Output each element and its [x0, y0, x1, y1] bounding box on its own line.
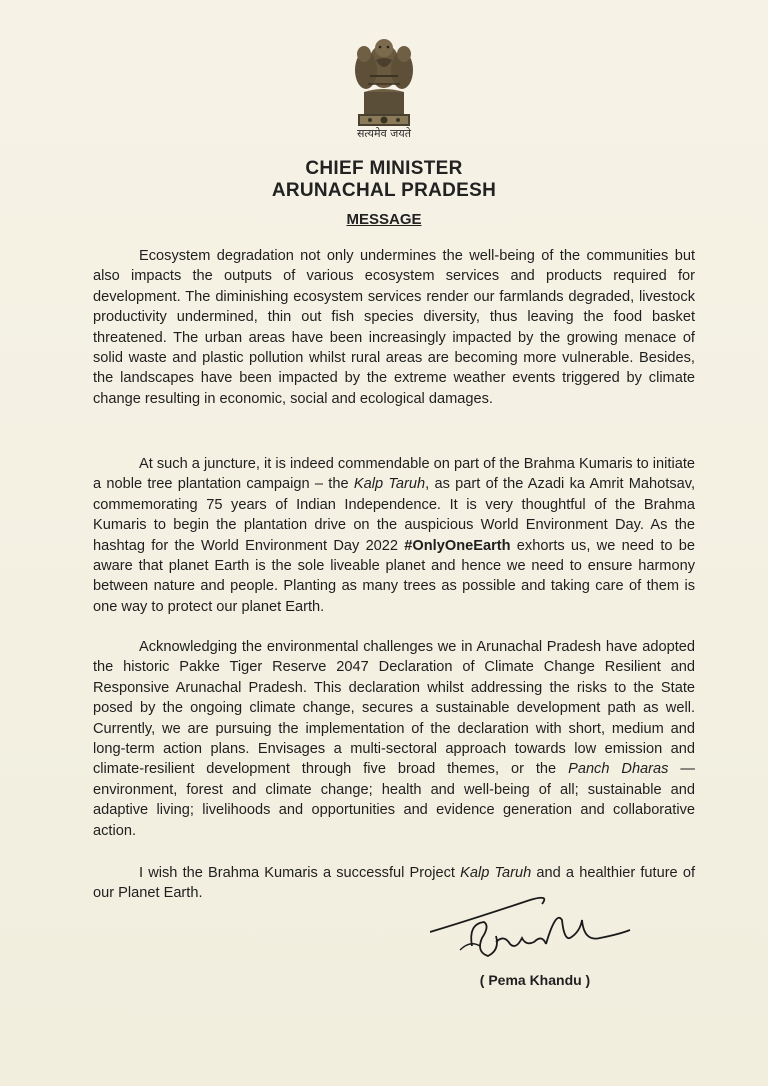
paragraph-1: Ecosystem degradation not only undermines the well-being of the communities but also impacts the outputs of various ecosystem services and products required for development. The diminishing ecosystem services render our farmlands degraded, livestock productivity undermined, thin out fish species diversity, thus leaving the food basket threatened. The urban areas have been increasingly impacted by the growing menace of solid waste and plastic pollution whilst rural areas are becoming more vulnerable. Besides, the landscapes have been impacted by the extreme weather events triggered by climate change resulting in economic, social and ecological damages.	[93, 248, 695, 407]
office-title: CHIEF MINISTER	[305, 158, 463, 179]
kalp-taruh-term: Kalp Taruh	[353, 476, 426, 493]
paragraph-3	[93, 637, 695, 841]
paragraph-4-part-b: and a healthier future of our Planet Earth.	[93, 865, 695, 902]
paragraph-2-part-c: exhorts us, we need to be aware that planet Earth is the sole liveable planet and hence we need to ensure harmony between nature and people. Planting as many trees as possible and taking care of them is one way to protect our planet Earth.	[93, 537, 695, 615]
kalp-taruh-term-2: Kalp Taruh	[460, 865, 532, 881]
paragraph-2	[93, 454, 695, 617]
paragraph-3-part-b: — environment, forest and climate change; health and well-being of all; sustainable and adaptive living; livelihoods and opportunities and evidence generation and collaborative action.	[93, 761, 695, 839]
message-heading	[0, 211, 768, 228]
panch-dharas-term: Panch Dharas	[568, 761, 669, 778]
message-heading-text: MESSAGE	[346, 211, 422, 228]
office-state: ARUNACHAL PRADESH	[271, 180, 497, 201]
signatory-name: ( Pema Khandu )	[479, 972, 591, 988]
state-emblem-icon	[340, 30, 428, 130]
emblem-motto: सत्यमेव जयते	[356, 127, 411, 140]
paragraph-2-part-b: , as part of the Azadi ka Amrit Mahotsav, commemorating 75 years of Indian Independence. It is very thoughtful of the Brahma Kumaris to begin the plantation drive on the auspicious World Environment Day. As the hashtag for the World Environment Day 2022	[93, 476, 696, 554]
hashtag: #OnlyOneEarth	[404, 537, 511, 554]
paragraph-2-part-a: At such a juncture, it is indeed commendable on part of the Brahma Kumaris to initiate a noble tree plantation campaign – the	[93, 456, 695, 493]
paragraph-4-part-a: I wish the Brahma Kumaris a successful Project	[139, 865, 461, 881]
handwritten-signature	[430, 880, 640, 970]
paragraph-3-part-a: Acknowledging the environmental challenges we in Arunachal Pradesh have adopted the historic Pakke Tiger Reserve 2047 Declaration of Climate Change Resilient and Responsive Arunachal Pradesh. This declaration whilst addressing the risks to the State posed by the ongoing climate change, secures a sustainable development path as well. Currently, we are pursuing the implementation of the declaration with short, medium and long-term action plans. Envisages a multi-sectoral approach towards low emission and climate-resilient development through five broad themes, or the	[93, 639, 695, 778]
